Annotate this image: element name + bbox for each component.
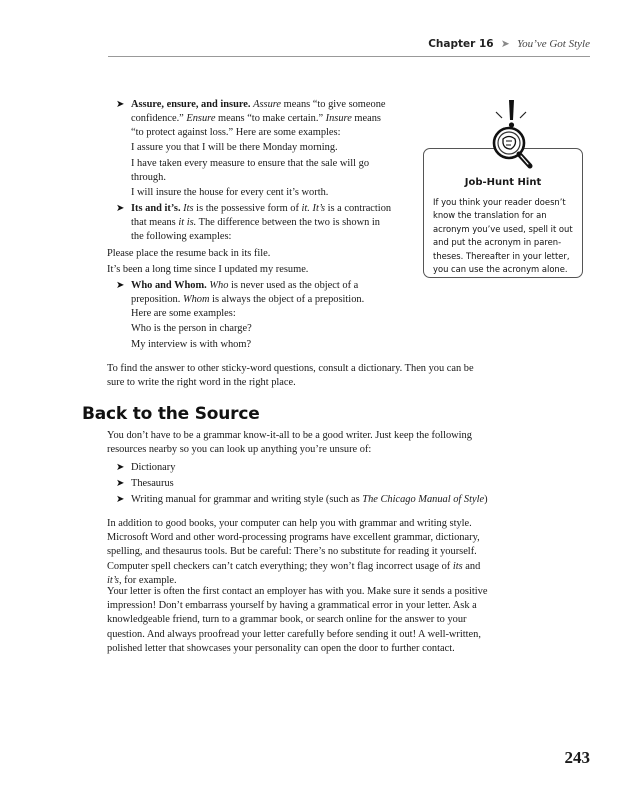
bullet-who	[131, 279, 421, 322]
text: You don’t have to be a grammar know-it-all to be a good writer. Just keep the following	[107, 430, 472, 441]
example-who: Who is the person in charge?	[131, 323, 252, 334]
bullet-arrow-icon: ➤	[116, 203, 125, 214]
paragraph-computer-tools	[107, 517, 557, 588]
word-assure: Assure	[253, 99, 282, 110]
example-whom: My interview is with whom?	[131, 339, 252, 350]
running-header	[428, 38, 590, 50]
text: is a contraction	[325, 203, 392, 214]
text: that means	[131, 217, 179, 229]
word-its: its	[452, 560, 463, 572]
word-who: Who	[209, 280, 229, 291]
word-ensure: Ensure	[186, 113, 216, 125]
text: question. And always proofread your letter carefully before sending it out! A well-written,	[107, 628, 481, 640]
book-title: The Chicago Manual of Style	[362, 494, 485, 505]
bullet-arrow-icon: ➤	[116, 280, 125, 291]
bullet-assure	[131, 98, 421, 141]
text: resources nearby so you can look up anything you’re unsure of:	[107, 444, 372, 456]
resource-thesaurus: Thesaurus	[131, 478, 174, 489]
text: impression! Don’t embarrass yourself by having a grammatical error in your letter. Ask a	[107, 600, 477, 612]
section-label: You’ve Got Style	[517, 38, 590, 50]
text: I have taken every measure to ensure that the sale will go	[131, 158, 370, 169]
word-its: Its	[183, 203, 194, 214]
example-assure: I assure you that I will be there Monday morning.	[131, 142, 338, 153]
text: Computer spell checkers can’t catch everything; they won’t flag incorrect usage of	[107, 560, 453, 572]
example-insure: I will insure the house for every cent it’s worth.	[131, 187, 329, 198]
section-heading: Back to the Source	[82, 404, 260, 424]
magnifier-exclamation-icon	[476, 98, 546, 170]
resource-dictionary: Dictionary	[131, 462, 176, 473]
text: Writing manual for grammar and writing style (such as	[131, 494, 363, 505]
text: Your letter is often the first contact an employer has with you. Make sure it sends a positive	[107, 586, 488, 597]
term-who: Who and Whom.	[131, 280, 207, 291]
term-assure: Assure, ensure, and insure.	[131, 99, 251, 110]
text: sure to write the right word in the right place.	[107, 377, 296, 389]
hint-title: Job-Hunt Hint	[464, 177, 542, 188]
text: , for example.	[118, 574, 177, 586]
text: “to protect against loss.” Here are some examples:	[131, 127, 341, 139]
text: confidence.”	[131, 113, 187, 125]
word-it-is: it is.	[178, 217, 197, 229]
paragraph-intro	[107, 429, 547, 457]
text: The difference between the two is shown in	[196, 217, 380, 229]
text: is the possessive form of	[193, 203, 302, 214]
text: )	[484, 494, 488, 505]
example-its-contraction: It’s been a long time since I updated my resume.	[107, 264, 309, 275]
bullet-arrow-icon: ➤	[116, 494, 125, 505]
text: Microsoft Word and other word-processing programs have excellent grammar, dictionary,	[107, 532, 480, 544]
text: Here are some examples:	[131, 308, 236, 320]
example-its: Please place the resume back in its file.	[107, 248, 271, 259]
bullet-its	[131, 202, 421, 245]
text: spelling, and thesaurus tools. But be careful: There’s no substitute for reading it yourself.	[107, 546, 477, 558]
bullet-arrow-icon: ➤	[116, 478, 125, 489]
text: is never used as the object of a	[228, 280, 359, 291]
hint-line: theses. Thereafter in your letter,	[433, 250, 570, 261]
separator-arrow-icon: ➤	[500, 38, 510, 50]
header-rule	[108, 56, 590, 57]
word-its-contraction: it’s	[107, 574, 119, 586]
text: means	[351, 113, 381, 125]
word-whom: Whom	[182, 294, 210, 306]
word-it: it.	[301, 203, 310, 214]
hint-line: know the translation for an	[433, 210, 547, 221]
example-ensure	[131, 157, 421, 185]
text: To find the answer to other sticky-word questions, consult a dictionary. Then you can be	[107, 363, 474, 374]
resource-writing-manual	[131, 493, 488, 507]
page-number: 243	[564, 748, 590, 767]
text: polished letter that showcases your personality can open the door to further contact.	[107, 642, 455, 654]
term-its: Its and it’s.	[131, 203, 181, 214]
text: In addition to good books, your computer can help you with grammar and writing style.	[107, 518, 472, 529]
text: the following examples:	[131, 231, 232, 243]
word-its-contraction: It’s	[312, 203, 326, 214]
hint-line: and put the acronym in paren-	[433, 237, 562, 248]
hint-text	[433, 196, 576, 276]
text: and	[462, 560, 481, 572]
hint-line: If you think your reader doesn’t	[433, 197, 566, 207]
chapter-label: Chapter 16	[428, 38, 494, 50]
text: knowledgeable friend, turn to a grammar book, or search online for the answer to your	[107, 614, 467, 626]
text: through.	[131, 172, 166, 184]
text: preposition.	[131, 294, 183, 306]
hint-line: you can use the acronym alone.	[433, 264, 568, 275]
word-insure: Insure	[325, 113, 352, 125]
text: means “to make certain.”	[215, 113, 326, 125]
paragraph-letter-impression	[107, 585, 557, 656]
bullet-arrow-icon: ➤	[116, 462, 125, 473]
bullet-arrow-icon: ➤	[116, 99, 125, 110]
paragraph-sticky-words	[107, 362, 547, 390]
text: is always the object of a preposition.	[209, 294, 365, 306]
hint-line: acronym you’ve used, spell it out	[433, 223, 573, 234]
text: means “to give someone	[281, 99, 386, 110]
